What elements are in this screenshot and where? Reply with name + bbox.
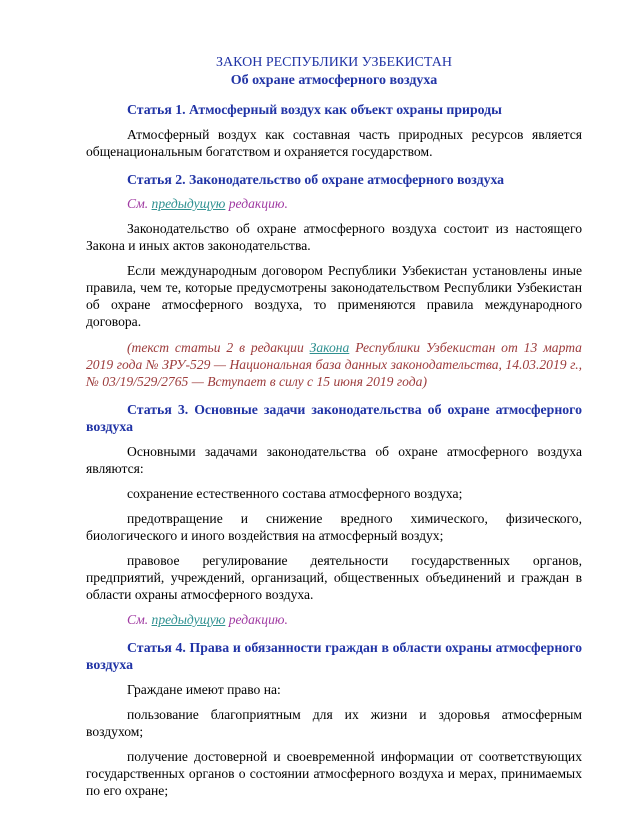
see-note-suffix: редакцию.	[225, 612, 288, 627]
see-previous-edition-note	[86, 611, 582, 628]
article-3-item-3: правовое регулирование деятельности государственных органов, предприятий, учреждений, организаций, общественных объединений и граждан в области охраны атмосферного воздуха.	[86, 553, 582, 602]
law-link[interactable]: Закона	[309, 340, 350, 355]
article-1-paragraph: Атмосферный воздух как составная часть природных ресурсов является общенациональным богатством и охраняется государством.	[86, 127, 582, 159]
article-1-heading: Статья 1. Атмосферный воздух как объект охраны природы	[127, 102, 502, 117]
article-2-paragraph-2: Если международным договором Республики Узбекистан установлены иные правила, чем те, которые предусмотрены законодательством Республики Узбекистан об охране атмосферного воздуха, то применяются правила международного договора.	[86, 263, 582, 329]
doc-title: ЗАКОН РЕСПУБЛИКИ УЗБЕКИСТАН	[216, 55, 452, 70]
article-4-paragraph-1: Граждане имеют право на:	[127, 682, 281, 697]
previous-edition-link[interactable]: предыдущую	[151, 196, 226, 211]
see-note-suffix: редакцию.	[225, 196, 288, 211]
doc-subtitle: Об охране атмосферного воздуха	[230, 73, 438, 88]
article-4-item-1: пользование благоприятным для их жизни и здоровья атмосферным воздухом;	[86, 707, 582, 739]
see-note-prefix: См.	[127, 612, 152, 627]
amendment-note	[86, 339, 582, 390]
amendment-note-part2: Республики Узбекистан от 13 марта 2019 года № ЗРУ-529 — Национальная база данных законодательства, 14.03.2019 г., № 03/19/529/2765 — Вступает в силу с 15 июня 2019 года)	[86, 340, 582, 389]
article-3-item-1: сохранение естественного состава атмосферного воздуха;	[127, 486, 463, 501]
article-2-heading: Статья 2. Законодательство об охране атмосферного воздуха	[127, 172, 505, 187]
article-2-paragraph-1: Законодательство об охране атмосферного воздуха состоит из настоящего Закона и иных актов законодательства.	[86, 221, 582, 253]
article-4-heading: Статья 4. Права и обязанности граждан в области охраны атмосферного воздуха	[86, 640, 582, 672]
article-4-item-2: получение достоверной и своевременной информации от соответствующих государственных органов о состоянии атмосферного воздуха и мерах, принимаемых по его охране;	[86, 749, 582, 798]
article-3-heading: Статья 3. Основные задачи законодательства об охране атмосферного воздуха	[86, 402, 582, 434]
previous-edition-link[interactable]: предыдущую	[151, 612, 226, 627]
see-note-prefix: См.	[127, 196, 152, 211]
article-3-item-2: предотвращение и снижение вредного химического, физического, биологического и иного воздействия на атмосферный воздух;	[86, 511, 582, 543]
amendment-note-part1: (текст статьи 2 в редакции	[127, 340, 310, 355]
article-3-paragraph-1: Основными задачами законодательства об охране атмосферного воздуха являются:	[86, 444, 582, 476]
see-previous-edition-note	[86, 195, 582, 212]
